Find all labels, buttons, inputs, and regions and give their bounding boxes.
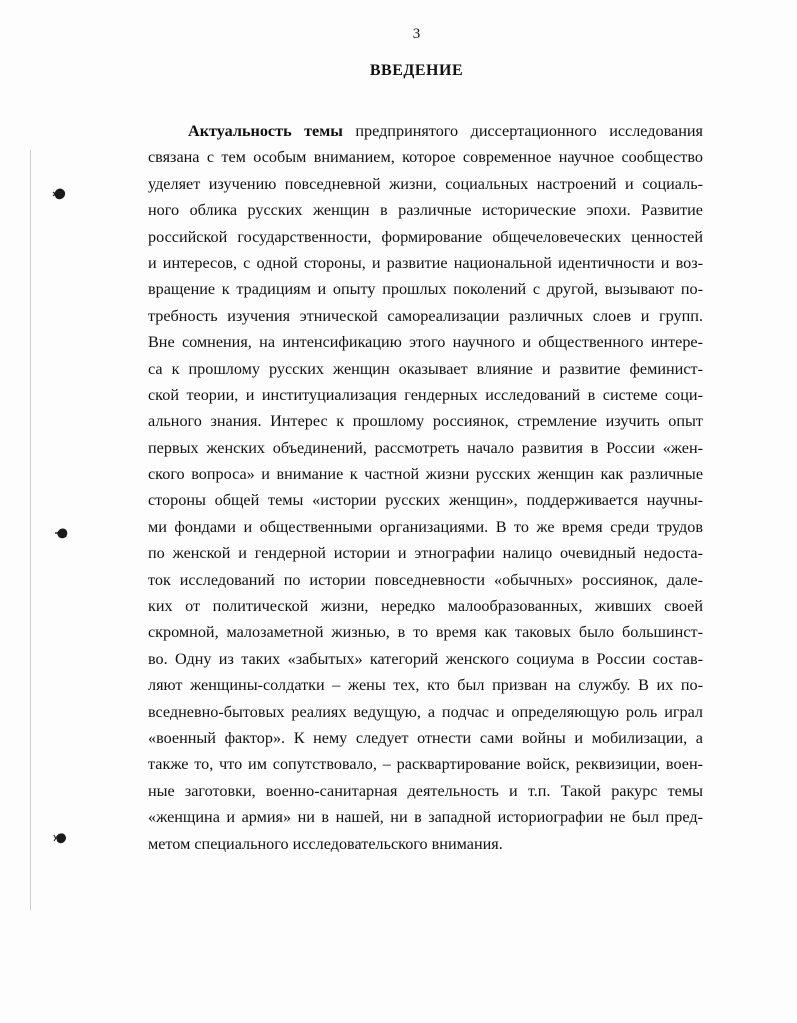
paragraph-line: и интересов, с одной стороны, и развитие национальной идентичности и воз- [148,253,703,272]
paragraph-line: также то, что им сопутствовало, – расквартирование войск, реквизиции, воен- [148,755,703,774]
binding-mark-icon [54,525,70,541]
paragraph-line: «женщина и армия» ни в нашей, ни в западной историографии не был пред- [148,808,703,827]
paragraph-line: связана с тем особым вниманием, которое современное научное сообщество [148,148,703,167]
paragraph-line: скромной, малозаметной жизнью, в то время как таковых было большинст- [148,623,703,642]
paragraph-line: ального знания. Интерес к прошлому россиянок, стремление изучить опыт [148,412,703,431]
binding-mark-icon [52,186,68,202]
paragraph-line: са к прошлому русских женщин оказывает влияние и развитие феминист- [148,359,703,378]
paragraph-body [148,118,703,857]
paragraph-line: Актуальность темы предпринятого диссертационного исследования [188,122,703,140]
paragraph-line: стороны общей темы «истории русских женщин», поддерживается научны- [148,491,703,510]
paragraph-line: ми фондами и общественными организациями. В то же время среди трудов [148,517,703,536]
scan-edge-shadow [30,150,31,910]
paragraph-line: по женской и гендерной истории и этнографии налицо очевидный недоста- [148,544,703,563]
paragraph-line: первых женских объединений, рассмотреть начало развития в России «жен- [148,438,703,457]
paragraph-line: требность изучения этнической самореализации различных слоев и групп. [148,306,703,325]
paragraph-line: ные заготовки, военно-санитарная деятельность и т.п. Такой ракурс темы [148,781,703,800]
paragraph-line: ток исследований по истории повседневности «обычных» россиянок, дале- [148,570,703,589]
paragraph-line: российской государственности, формирование общечеловеческих ценностей [148,227,703,246]
binding-mark-icon [53,830,69,846]
paragraph-line: Вне сомнения, на интенсификацию этого научного и общественного интере- [148,333,703,352]
paragraph-line: вращение к традициям и опыту прошлых поколений с другой, вызывают по- [148,280,703,299]
paragraph-line: вседневно-бытовых реалиях ведущую, а подчас и определяющую роль играл [148,702,703,721]
paragraph-line: ляют женщины-солдатки – жены тех, кто был призван на службу. В их по- [148,676,703,695]
section-title: ВВЕДЕНИЕ [369,62,464,79]
paragraph-line: ного облика русских женщин в различные исторические эпохи. Развитие [148,201,703,220]
paragraph-line: во. Одну из таких «забытых» категорий женского социума в России состав- [148,649,703,668]
page-number: 3 [412,26,421,42]
paragraph-line: уделяет изучению повседневной жизни, социальных настроений и социаль- [148,174,703,193]
paragraph-line: метом специального исследовательского внимания. [148,834,503,853]
paragraph-line: ского вопроса» и внимание к частной жизни русских женщин как различные [148,465,703,484]
paragraph-line: ких от политической жизни, нередко малообразованных, живших своей [148,597,703,616]
lead-term: Актуальность темы [188,122,343,140]
paragraph-line: ской теории, и институциализация гендерных исследований в системе соци- [148,385,703,404]
paragraph-line: «военный фактор». К нему следует отнести сами войны и мобилизации, а [148,728,703,747]
